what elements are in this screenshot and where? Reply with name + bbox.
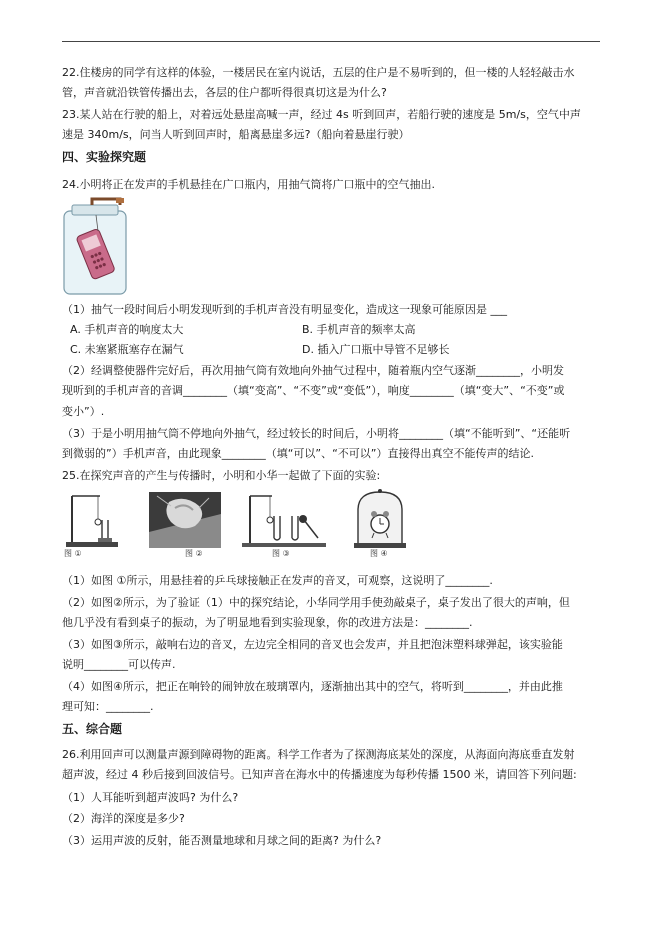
figure-1-pendulum-fork	[62, 490, 132, 552]
q25-part4-line1: （4）如图④所示，把正在响铃的闹钟放在玻璃罩内，逐渐抽出其中的空气，将听到________，并由此推	[62, 680, 563, 693]
figure-3-two-forks	[240, 490, 328, 552]
q26-part1: （1）人耳能听到超声波吗? 为什么?	[62, 791, 239, 804]
q23-line2: 速是 340m/s，问当人听到回声时，船离悬崖多远?（船向着悬崖行驶）	[62, 128, 410, 141]
q24-part2-line2: 现听到的手机声音的音调________（填“变高”、“不变”或“变低”），响度________（填“变大”、“不变”或	[62, 384, 565, 397]
q25-part3-line1: （3）如图③所示，敲响右边的音叉，左边完全相同的音叉也会发声，并且把泡沫塑料球弹起，该实验能	[62, 638, 563, 651]
q24-option-b: B. 手机声音的频率太高	[302, 323, 416, 336]
q25-part2-line1: （2）如图②所示，为了验证（1）中的探究结论，小华同学用手使劲敲桌子，桌子发出了很大的声响，但	[62, 596, 570, 609]
figure-3-caption: 图 ③	[272, 549, 290, 558]
section-4-heading: 四、实验探究题	[62, 150, 147, 164]
section-5-heading: 五、综合题	[62, 722, 123, 736]
q24-part3-line1: （3）于是小明用抽气筒不停地向外抽气，经过较长的时间后，小明将________（填“不能听到”、“还能听	[62, 427, 571, 440]
q24-option-d: D. 插入广口瓶中导管不足够长	[302, 343, 450, 356]
figure-4-bell-jar	[352, 488, 408, 552]
figure-1-caption: 图 ①	[64, 549, 82, 558]
figure-2-desk-photo	[149, 492, 221, 548]
q25-stem: 25.在探究声音的产生与传播时，小明和小华一起做了下面的实验:	[62, 469, 381, 482]
q24-part1: （1）抽气一段时间后小明发现听到的手机声音没有明显变化，造成这一现象可能原因是 ___	[62, 303, 507, 316]
q24-option-a: A. 手机声音的响度太大	[70, 323, 184, 336]
q26-line2: 超声波，经过 4 秒后接到回波信号。已知声音在海水中的传播速度为每秒传播 1500 米，请回答下列问题:	[62, 768, 577, 781]
q24-part2-line3: 变小”）.	[62, 405, 105, 418]
header-rule	[62, 41, 600, 42]
q25-part1: （1）如图 ①所示，用悬挂着的乒乓球接触正在发声的音叉，可观察，这说明了________.	[62, 574, 493, 587]
figure-2-caption: 图 ②	[185, 549, 203, 558]
q23-line1: 23.某人站在行驶的船上，对着远处悬崖高喊一声，经过 4s 听到回声，若船行驶的速度是 5m/s，空气中声	[62, 108, 581, 121]
q24-option-c: C. 未塞紧瓶塞存在漏气	[70, 343, 184, 356]
q24-part3-line2: 到微弱的”）手机声音，由此现象________（填“可以”、“不可以”）直接得出真空不能传声的结论.	[62, 447, 534, 460]
q22-line2: 管，声音就沿铁管传播出去，各层的住户都听得很真切这是为什么?	[62, 86, 387, 99]
q25-part4-line2: 理可知：________.	[62, 700, 154, 713]
q25-part2-line2: 他几乎没有看到桌子的振动，为了明显地看到实验现象，你的改进方法是：________.	[62, 616, 473, 629]
q25-part3-line2: 说明________可以传声.	[62, 658, 176, 671]
q24-stem: 24.小明将正在发声的手机悬挂在广口瓶内，用抽气筒将广口瓶中的空气抽出.	[62, 178, 435, 191]
figure-4-caption: 图 ④	[370, 549, 388, 558]
q24-part2-line1: （2）经调整使器件完好后，再次用抽气筒有效地向外抽气过程中，随着瓶内空气逐渐________，小明发	[62, 364, 564, 377]
q26-part2: （2）海洋的深度是多少?	[62, 812, 185, 825]
q26-part3: （3）运用声波的反射，能否测量地球和月球之间的距离? 为什么?	[62, 834, 382, 847]
jar-phone-figure	[62, 197, 128, 295]
q22-line1: 22.住楼房的同学有这样的体验，一楼居民在室内说话，五层的住户是不易听到的，但一楼的人轻轻敲击水	[62, 66, 575, 79]
q26-line1: 26.利用回声可以测量声源到障碍物的距离。科学工作者为了探测海底某处的深度，从海面向海底垂直发射	[62, 748, 575, 761]
